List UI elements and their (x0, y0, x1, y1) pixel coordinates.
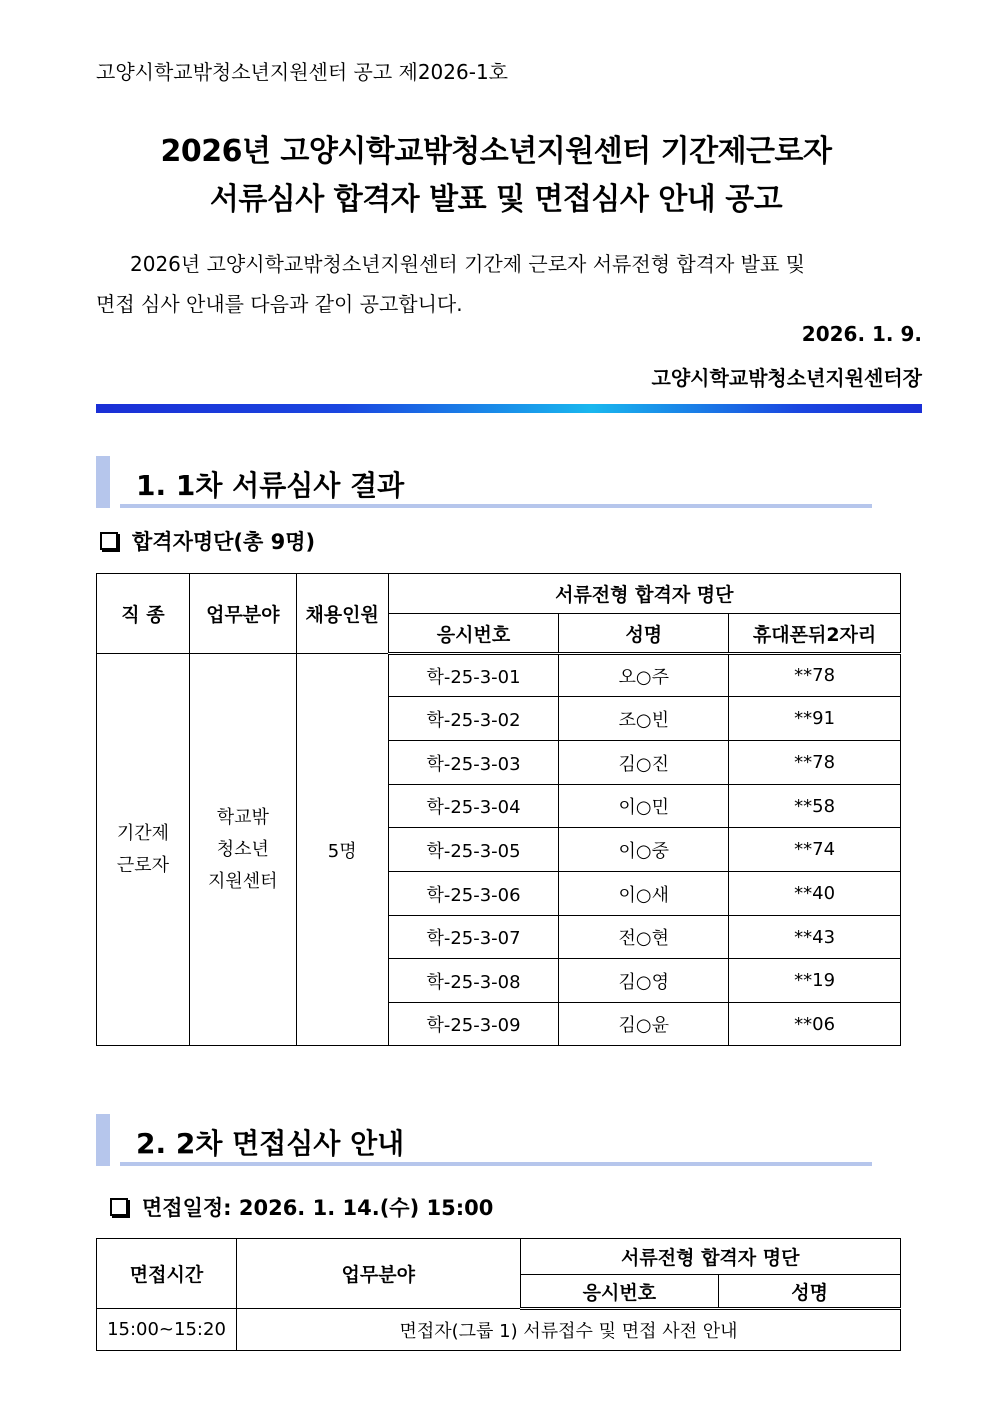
header-job-type: 직 종 (97, 574, 190, 654)
notice-number: 고양시학교밖청소년지원센터 공고 제2026-1호 (96, 60, 508, 84)
header-exam-no: 응시번호 (388, 614, 559, 654)
section-underline (120, 1162, 872, 1166)
job-type-line-1: 기간제 (116, 822, 170, 844)
cell-field (189, 654, 296, 1046)
cell-exam-no: 학-25-3-02 (388, 697, 559, 741)
cell-name: 이○민 (559, 785, 729, 828)
header-hiring: 채용인원 (296, 574, 388, 654)
header-phone: 휴대폰뒤2자리 (729, 614, 901, 654)
section-stripe (96, 1114, 110, 1166)
field-line-2: 청소년 (216, 838, 269, 860)
passer-table (96, 573, 901, 1046)
checkbox-bullet-icon (100, 532, 118, 550)
field-line-3: 지원센터 (208, 870, 278, 892)
cell-exam-no: 학-25-3-06 (388, 872, 559, 916)
cell-phone: **74 (729, 828, 901, 872)
cell-name: 김○영 (559, 959, 729, 1003)
table-row (97, 1309, 901, 1351)
intro-text-line-2: 면접 심사 안내를 다음과 같이 공고합니다. (96, 292, 463, 316)
table-row (97, 654, 901, 697)
cell-phone: **40 (729, 872, 901, 916)
notice-date: 2026. 1. 9. (801, 322, 922, 346)
section-2-subheading-text: 면접일정: 2026. 1. 14.(수) 15:00 (142, 1196, 494, 1220)
header-field: 업무분야 (189, 574, 296, 654)
cell-exam-no: 학-25-3-05 (388, 828, 559, 872)
cell-name: 김○진 (559, 741, 729, 785)
cell-name: 김○윤 (559, 1003, 729, 1046)
section-1-subheading-text: 합격자명단(총 9명) (132, 530, 316, 554)
cell-name: 이○새 (559, 872, 729, 916)
cell-phone: **78 (729, 654, 901, 697)
cell-interview-description: 면접자(그룹 1) 서류접수 및 면접 사전 안내 (236, 1309, 900, 1351)
section-underline (120, 504, 872, 508)
cell-phone: **43 (729, 916, 901, 959)
intro-text-line-1: 2026년 고양시학교밖청소년지원센터 기간제 근로자 서류전형 합격자 발표 및 (130, 252, 805, 276)
header-passer-group: 서류전형 합격자 명단 (388, 574, 900, 614)
cell-exam-no: 학-25-3-01 (388, 654, 559, 697)
header-field: 업무분야 (236, 1239, 520, 1309)
cell-phone: **78 (729, 741, 901, 785)
header-passer-group: 서류전형 합격자 명단 (520, 1239, 900, 1275)
notice-signer: 고양시학교밖청소년지원센터장 (651, 366, 922, 390)
page-title-line-1: 2026년 고양시학교밖청소년지원센터 기간제근로자 (160, 134, 832, 169)
cell-phone: **58 (729, 785, 901, 828)
cell-interview-time: 15:00~15:20 (97, 1309, 237, 1351)
cell-name: 전○현 (559, 916, 729, 959)
header-interview-time: 면접시간 (97, 1239, 237, 1309)
section-stripe (96, 456, 110, 508)
section-1-heading (96, 456, 872, 508)
divider-bar (96, 404, 922, 413)
field-line-1: 학교밖 (216, 806, 269, 828)
cell-exam-no: 학-25-3-04 (388, 785, 559, 828)
cell-name: 이○중 (559, 828, 729, 872)
job-type-line-2: 근로자 (116, 854, 170, 876)
cell-hiring: 5명 (296, 654, 388, 1046)
header-name: 성명 (719, 1275, 901, 1309)
section-1-subheading (100, 526, 315, 556)
cell-phone: **19 (729, 959, 901, 1003)
cell-name: 오○주 (559, 654, 729, 697)
section-2-subheading (110, 1192, 493, 1222)
header-name: 성명 (559, 614, 729, 654)
interview-schedule-table (96, 1238, 901, 1351)
checkbox-bullet-icon (110, 1198, 128, 1216)
section-2-heading (96, 1114, 872, 1166)
section-2-title: 2. 2차 면접심사 안내 (136, 1127, 405, 1160)
cell-phone: **06 (729, 1003, 901, 1046)
cell-phone: **91 (729, 697, 901, 741)
page-title-line-2: 서류심사 합격자 발표 및 면접심사 안내 공고 (209, 182, 783, 217)
cell-job-type (97, 654, 190, 1046)
cell-exam-no: 학-25-3-07 (388, 916, 559, 959)
cell-exam-no: 학-25-3-08 (388, 959, 559, 1003)
section-1-title: 1. 1차 서류심사 결과 (136, 469, 405, 502)
cell-exam-no: 학-25-3-03 (388, 741, 559, 785)
header-exam-no: 응시번호 (520, 1275, 719, 1309)
cell-exam-no: 학-25-3-09 (388, 1003, 559, 1046)
cell-name: 조○빈 (559, 697, 729, 741)
